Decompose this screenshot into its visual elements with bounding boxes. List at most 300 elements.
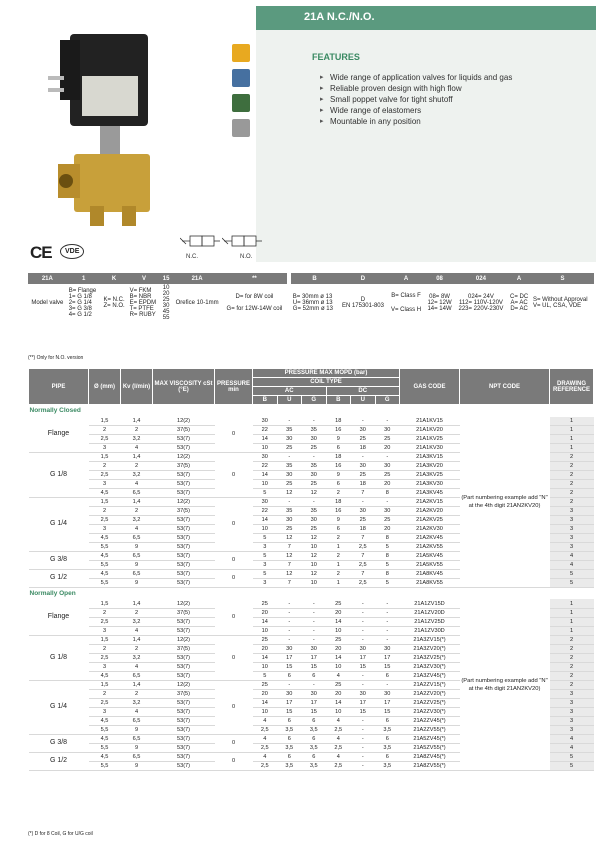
mopd-cell: 30 <box>277 434 302 443</box>
mopd-cell: - <box>351 761 376 770</box>
gas-code: 21A3ZV30(*) <box>400 662 460 671</box>
mopd-cell: - <box>351 680 376 689</box>
mopd-cell: 14 <box>326 617 351 626</box>
gas-code: 21A8ZV55(*) <box>400 761 460 770</box>
mopd-cell: - <box>277 599 302 608</box>
mopd-cell: 2,5 <box>326 761 351 770</box>
mopd-cell: 25 <box>277 479 302 488</box>
data-cell: 1,5 <box>89 680 121 689</box>
data-cell: 53(7) <box>153 653 215 662</box>
mopd-cell: 6 <box>375 716 400 725</box>
drawing-ref: 5 <box>550 569 594 578</box>
mopd-cell: 15 <box>351 662 376 671</box>
feature-item: ▸ Reliable proven design with high flow <box>320 83 596 94</box>
data-cell: 53(7) <box>153 617 215 626</box>
mopd-cell: 22 <box>253 506 278 515</box>
mopd-cell: 35 <box>277 461 302 470</box>
mopd-cell: 7 <box>351 533 376 542</box>
mopd-cell: 30 <box>375 425 400 434</box>
mopd-cell: 18 <box>326 452 351 461</box>
mopd-cell: 18 <box>351 443 376 452</box>
mopd-cell: 2 <box>326 569 351 578</box>
code-cell: 08 <box>424 273 454 284</box>
code-cell: 21A <box>28 273 67 284</box>
drawing-ref: 1 <box>550 425 594 434</box>
mopd-cell: 3,5 <box>375 743 400 752</box>
mopd-cell: 4 <box>253 752 278 761</box>
mopd-cell: 25 <box>375 470 400 479</box>
gas-icon <box>232 69 250 87</box>
mopd-cell: 10 <box>302 542 327 551</box>
data-cell: 2,5 <box>89 434 121 443</box>
mopd-cell: 6 <box>302 671 327 680</box>
col-npt: NPT CODE <box>460 369 550 405</box>
gas-code: 21A8KV45 <box>400 569 460 578</box>
insulation-options <box>388 284 425 322</box>
mopd-cell: 12 <box>277 551 302 560</box>
option: 10 <box>162 285 170 291</box>
mopd-cell: 7 <box>277 578 302 587</box>
data-cell: 6,5 <box>121 488 153 497</box>
mopd-cell: - <box>375 608 400 617</box>
code-cell: B <box>291 273 338 284</box>
data-cell: 5,5 <box>89 725 121 734</box>
mopd-cell: 14 <box>326 653 351 662</box>
pipe-options <box>67 284 101 322</box>
drawing-ref: 1 <box>550 608 594 617</box>
drawing-ref: 1 <box>550 434 594 443</box>
mopd-cell: 15 <box>375 662 400 671</box>
col-dc-g: G <box>375 396 400 405</box>
data-cell: 53(7) <box>153 761 215 770</box>
option: 55 <box>162 315 170 321</box>
mopd-cell: 10 <box>302 578 327 587</box>
data-cell: 3,2 <box>121 515 153 524</box>
mopd-cell: - <box>375 635 400 644</box>
gas-code: 21A8KV55 <box>400 578 460 587</box>
mopd-cell: 6 <box>277 752 302 761</box>
data-cell: 53(7) <box>153 488 215 497</box>
drawing-ref: 4 <box>550 734 594 743</box>
mopd-cell: 10 <box>253 524 278 533</box>
pmin-cell: 0 <box>215 551 253 569</box>
data-cell: 2 <box>89 461 121 470</box>
drawing-ref: 2 <box>550 488 594 497</box>
pmin-cell: 0 <box>215 680 253 734</box>
data-cell: 4,5 <box>89 551 121 560</box>
data-cell: 37(5) <box>153 506 215 515</box>
mopd-cell: 20 <box>326 644 351 653</box>
option: B= 30mm ø 13 <box>292 294 333 300</box>
pipe-cell: Flange <box>29 599 89 635</box>
mopd-cell: 14 <box>253 470 278 479</box>
option: 1= G 1/8 <box>68 294 92 300</box>
data-cell: 9 <box>121 725 153 734</box>
data-cell: 5,5 <box>89 560 121 569</box>
mopd-cell: - <box>351 743 376 752</box>
no-symbol-icon <box>222 232 262 254</box>
seal-options <box>128 284 161 322</box>
mopd-cell: 2,5 <box>351 560 376 569</box>
mopd-cell: 16 <box>326 425 351 434</box>
drawing-ref: 3 <box>550 515 594 524</box>
mopd-cell: 3,5 <box>375 725 400 734</box>
gas-code: 21A5ZV45(*) <box>400 734 460 743</box>
drawing-ref: 2 <box>550 452 594 461</box>
col-dc: DC <box>326 387 400 396</box>
option: 12= 12W <box>427 300 452 306</box>
gas-code: 21A2ZV45(*) <box>400 716 460 725</box>
drawing-ref: 2 <box>550 635 594 644</box>
mopd-cell: 25 <box>253 680 278 689</box>
mopd-cell: - <box>302 635 327 644</box>
option: D= AC <box>510 306 528 312</box>
data-cell: 5,5 <box>89 578 121 587</box>
drawing-ref: 3 <box>550 524 594 533</box>
gas-code: 21A5ZV55(*) <box>400 743 460 752</box>
mopd-cell: - <box>351 752 376 761</box>
mopd-cell: 30 <box>253 452 278 461</box>
mopd-cell: 4 <box>326 752 351 761</box>
mopd-cell: 6 <box>302 752 327 761</box>
gas-code: 21A3KV45 <box>400 488 460 497</box>
data-cell: 1,4 <box>121 599 153 608</box>
drawing-ref: 3 <box>550 542 594 551</box>
data-cell: 3 <box>89 626 121 635</box>
mopd-cell: - <box>351 725 376 734</box>
pmin-cell: 0 <box>215 417 253 453</box>
data-cell: 2 <box>121 506 153 515</box>
mopd-cell: - <box>351 497 376 506</box>
pipe-cell: G 1/4 <box>29 497 89 551</box>
data-cell: 53(7) <box>153 716 215 725</box>
mopd-cell: 3,5 <box>302 725 327 734</box>
option: R= RUBY <box>129 312 156 318</box>
mopd-cell: 7 <box>277 560 302 569</box>
drawing-ref: 5 <box>550 752 594 761</box>
mopd-cell: 30 <box>302 434 327 443</box>
data-cell: 3 <box>89 662 121 671</box>
option: 14= 14W <box>427 306 452 312</box>
gas-code: 21A1ZV15D <box>400 599 460 608</box>
code-cell: K <box>101 273 128 284</box>
vde-mark: VDE <box>60 244 84 259</box>
data-cell: 2 <box>121 461 153 470</box>
mopd-cell: - <box>375 497 400 506</box>
mopd-cell: 6 <box>375 752 400 761</box>
mopd-cell: 1 <box>326 542 351 551</box>
col-gas: GAS CODE <box>400 369 460 405</box>
pmin-cell: 0 <box>215 599 253 635</box>
mopd-cell: - <box>351 452 376 461</box>
mopd-cell: 25 <box>375 515 400 524</box>
mopd-cell: - <box>277 608 302 617</box>
data-cell: 4 <box>121 626 153 635</box>
data-cell: 6,5 <box>121 533 153 542</box>
oil-icon <box>232 94 250 112</box>
mopd-cell: 25 <box>375 434 400 443</box>
code-cell: 15 <box>160 273 171 284</box>
drawing-ref: 1 <box>550 599 594 608</box>
mopd-cell: 17 <box>277 653 302 662</box>
mopd-cell: 10 <box>253 443 278 452</box>
gas-code: 21A1ZV25D <box>400 617 460 626</box>
data-cell: 53(7) <box>153 443 215 452</box>
mopd-cell: 22 <box>253 425 278 434</box>
option: V= FKM <box>129 288 152 294</box>
gas-code: 21A2KV55 <box>400 542 460 551</box>
mopd-cell: 30 <box>375 506 400 515</box>
option: D= for 8W coil <box>235 294 274 300</box>
mopd-cell: 2 <box>326 488 351 497</box>
mopd-cell: 20 <box>253 689 278 698</box>
mopd-cell: 35 <box>302 461 327 470</box>
mopd-cell: - <box>277 635 302 644</box>
option: 25 <box>162 297 170 303</box>
drawing-ref: 2 <box>550 461 594 470</box>
mopd-cell: - <box>277 452 302 461</box>
mopd-cell: 30 <box>277 689 302 698</box>
mopd-cell: 20 <box>326 689 351 698</box>
data-cell: 53(7) <box>153 707 215 716</box>
data-cell: 1,5 <box>89 452 121 461</box>
data-cell: 2,5 <box>89 515 121 524</box>
gas-code: 21A3KV25 <box>400 470 460 479</box>
mopd-cell: 17 <box>302 698 327 707</box>
gas-code: 21A2ZV55(*) <box>400 725 460 734</box>
pipe-cell: G 1/8 <box>29 452 89 497</box>
data-cell: 6,5 <box>121 734 153 743</box>
mopd-cell: 30 <box>351 461 376 470</box>
drawing-ref: 2 <box>550 662 594 671</box>
mopd-cell: 30 <box>277 470 302 479</box>
mopd-cell: 25 <box>351 470 376 479</box>
mopd-cell: 25 <box>253 635 278 644</box>
feature-item: ▸ Small poppet valve for tight shutoff <box>320 94 596 105</box>
npt-code: (Part numbering example add "N" at the 4th digit 21AN2KV20) <box>460 417 550 588</box>
pipe-cell: G 3/8 <box>29 551 89 569</box>
mopd-cell: 15 <box>302 662 327 671</box>
option: K= N.C. <box>103 297 125 303</box>
current-options <box>507 284 531 322</box>
mopd-cell: 30 <box>351 506 376 515</box>
mopd-cell: - <box>351 417 376 426</box>
col-mopd: PRESSURE MAX MOPD (bar) <box>253 369 400 378</box>
mopd-cell: 12 <box>302 569 327 578</box>
col-ac-u: U <box>277 396 302 405</box>
pipe-cell: G 1/4 <box>29 680 89 734</box>
data-cell: 53(7) <box>153 578 215 587</box>
mopd-cell: - <box>351 626 376 635</box>
option: T= PTFE <box>129 306 154 312</box>
data-cell: 53(7) <box>153 551 215 560</box>
drawing-ref: 1 <box>550 617 594 626</box>
col-dia: Ø (mm) <box>89 369 121 405</box>
data-cell: 6,5 <box>121 671 153 680</box>
option: V= Class H <box>390 307 422 313</box>
steam-icon <box>232 119 250 137</box>
code-cell: 1 <box>67 273 101 284</box>
gas-code: 21A2KV15 <box>400 497 460 506</box>
mopd-cell: 6 <box>375 734 400 743</box>
feature-item: ▸ Wide range of elastomers <box>320 105 596 116</box>
mopd-cell: 3,5 <box>277 725 302 734</box>
pipe-cell: G 1/8 <box>29 635 89 680</box>
code-cell: ** <box>222 273 286 284</box>
mopd-cell: - <box>302 617 327 626</box>
pmin-cell: 0 <box>215 452 253 497</box>
mopd-cell: 12 <box>277 569 302 578</box>
data-cell: 3,2 <box>121 470 153 479</box>
col-pmin: PRESSURE min <box>215 369 253 405</box>
pmin-cell: 0 <box>215 569 253 587</box>
features-list <box>320 72 596 127</box>
drawing-ref: 3 <box>550 716 594 725</box>
mopd-cell: 18 <box>326 497 351 506</box>
water-icon <box>232 44 250 62</box>
drawing-ref: 3 <box>550 707 594 716</box>
features-panel <box>256 30 596 262</box>
mopd-cell: 30 <box>277 644 302 653</box>
mopd-cell: - <box>351 599 376 608</box>
gas-code: 21A2KV45 <box>400 533 460 542</box>
mopd-cell: 5 <box>375 578 400 587</box>
data-cell: 53(7) <box>153 626 215 635</box>
data-cell: 53(7) <box>153 434 215 443</box>
mopd-cell: 2,5 <box>326 725 351 734</box>
pmin-cell: 0 <box>215 635 253 680</box>
mopd-cell: - <box>302 599 327 608</box>
drawing-ref: 2 <box>550 497 594 506</box>
data-cell: 4,5 <box>89 752 121 761</box>
mopd-cell: 3,5 <box>277 761 302 770</box>
mopd-cell: 17 <box>351 653 376 662</box>
data-cell: 1,5 <box>89 417 121 426</box>
mopd-cell: 15 <box>302 707 327 716</box>
option: B= Flange <box>68 288 97 294</box>
mopd-cell: 9 <box>326 515 351 524</box>
mopd-cell: 9 <box>326 470 351 479</box>
mopd-cell: 35 <box>302 506 327 515</box>
data-cell: 37(5) <box>153 644 215 653</box>
data-cell: 2,5 <box>89 653 121 662</box>
power-options <box>424 284 454 322</box>
data-cell: 5,5 <box>89 542 121 551</box>
data-cell: 53(7) <box>153 470 215 479</box>
mopd-cell: 30 <box>351 689 376 698</box>
option: C= DC <box>510 294 529 300</box>
option: U= 36mm ø 13 <box>292 300 333 306</box>
mopd-cell: 4 <box>326 734 351 743</box>
mopd-cell: 20 <box>253 608 278 617</box>
data-cell: 53(7) <box>153 662 215 671</box>
mopd-cell: 14 <box>253 653 278 662</box>
data-cell: 37(5) <box>153 689 215 698</box>
data-cell: 2,5 <box>89 470 121 479</box>
gas-code: 21A1KV25 <box>400 434 460 443</box>
mopd-cell: 30 <box>302 515 327 524</box>
mopd-cell: 2,5 <box>253 725 278 734</box>
drawing-ref: 5 <box>550 761 594 770</box>
pipe-cell: G 3/8 <box>29 734 89 752</box>
mopd-cell: 20 <box>375 443 400 452</box>
gas-code: 21A2KV25 <box>400 515 460 524</box>
mopd-cell: - <box>375 617 400 626</box>
drawing-ref: 3 <box>550 533 594 542</box>
data-cell: 1,4 <box>121 680 153 689</box>
data-cell: 12(2) <box>153 452 215 461</box>
drawing-ref: 2 <box>550 671 594 680</box>
drawing-ref: 2 <box>550 644 594 653</box>
data-cell: 37(5) <box>153 461 215 470</box>
mopd-cell: 25 <box>277 443 302 452</box>
section-label: Normally Open <box>29 589 76 597</box>
data-cell: 2 <box>121 689 153 698</box>
data-cell: 2,5 <box>89 617 121 626</box>
drawing-ref: 1 <box>550 626 594 635</box>
mopd-cell: 25 <box>253 599 278 608</box>
option: 223= 220V-230V <box>458 306 504 312</box>
option: A= AC <box>510 300 528 306</box>
option: 4= G 1/2 <box>68 312 92 318</box>
mopd-cell: 25 <box>326 599 351 608</box>
mopd-cell: - <box>277 680 302 689</box>
data-cell: 53(7) <box>153 569 215 578</box>
code-cell: A <box>507 273 531 284</box>
data-cell: 1,5 <box>89 599 121 608</box>
data-cell: 3 <box>89 524 121 533</box>
orifice-options <box>160 284 171 322</box>
data-cell: 53(7) <box>153 542 215 551</box>
mopd-cell: - <box>375 626 400 635</box>
data-cell: 3,2 <box>121 434 153 443</box>
mopd-cell: 14 <box>253 434 278 443</box>
drawing-ref: 4 <box>550 560 594 569</box>
data-cell: 4,5 <box>89 716 121 725</box>
col-dc-b: B <box>326 396 351 405</box>
mopd-cell: 1 <box>326 578 351 587</box>
data-cell: 53(7) <box>153 698 215 707</box>
mopd-cell: 5 <box>253 488 278 497</box>
data-cell: 3,2 <box>121 653 153 662</box>
gas-code: 21A2ZV30(*) <box>400 707 460 716</box>
mopd-cell: 6 <box>302 716 327 725</box>
mopd-cell: 6 <box>326 479 351 488</box>
gas-code: 21A3ZV20(*) <box>400 644 460 653</box>
mopd-cell: 2,5 <box>351 578 376 587</box>
mopd-cell: 3 <box>253 560 278 569</box>
mopd-cell: - <box>277 617 302 626</box>
data-cell: 53(7) <box>153 515 215 524</box>
orifice-label: Orefice 10-1mm <box>175 300 219 306</box>
option: 30 <box>162 303 170 309</box>
specifications-table <box>28 368 594 771</box>
mopd-cell: 2 <box>326 551 351 560</box>
option: G= for 12W-14W coil <box>226 306 283 312</box>
mopd-cell: 2 <box>326 533 351 542</box>
data-cell: 4 <box>121 662 153 671</box>
data-cell: 53(7) <box>153 743 215 752</box>
mopd-cell: 20 <box>253 644 278 653</box>
data-cell: 3 <box>89 707 121 716</box>
mopd-cell: 30 <box>375 644 400 653</box>
data-cell: 12(2) <box>153 417 215 426</box>
mopd-cell: 5 <box>253 551 278 560</box>
pmin-cell: 0 <box>215 752 253 770</box>
data-cell: 53(7) <box>153 752 215 761</box>
drawing-ref: 2 <box>550 479 594 488</box>
mopd-cell: 17 <box>375 653 400 662</box>
